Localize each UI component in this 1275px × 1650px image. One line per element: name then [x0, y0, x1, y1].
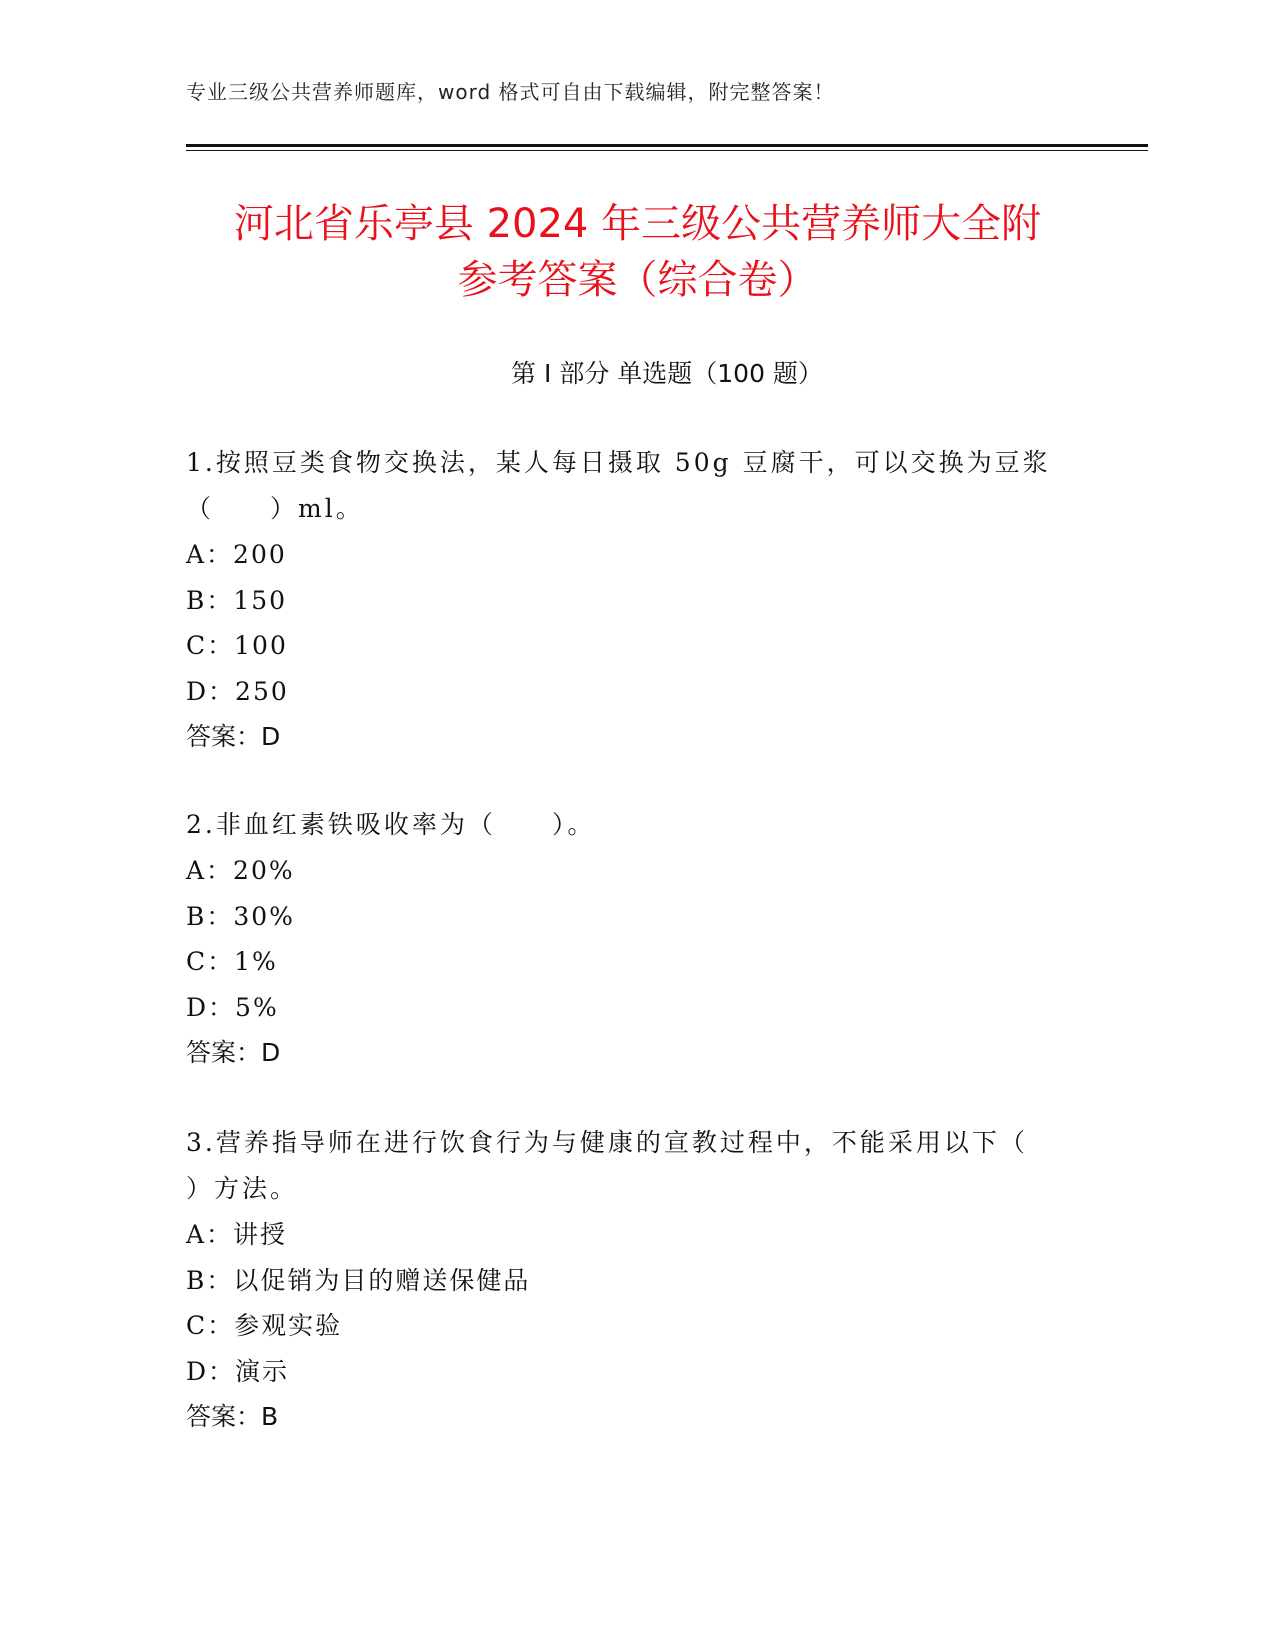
question-2-stem [186, 802, 1066, 848]
question-1-option-c: C：100 [186, 631, 288, 660]
question-1-answer: 答案：D [186, 722, 281, 751]
question-1-stem [186, 440, 1066, 532]
question-3-answer: 答案：B [186, 1402, 279, 1431]
question-2-answer: 答案：D [186, 1038, 281, 1067]
question-1 [186, 440, 1066, 759]
header-note: 专业三级公共营养师题库，word 格式可自由下载编辑，附完整答案！ [186, 80, 835, 104]
document-title-line-2: 参考答案（综合卷） [457, 257, 818, 303]
header-rule-thin [186, 150, 1148, 151]
question-3-option-b: B：以促销为目的赠送保健品 [186, 1265, 531, 1295]
question-2-option-a: A：20% [186, 856, 295, 885]
question-2-option-c: C：1% [186, 947, 278, 976]
document-title-line-1: 河北省乐亭县 2024 年三级公共营养师大全附 [233, 201, 1042, 247]
question-3-option-d: D：演示 [186, 1356, 290, 1386]
question-1-stem-line-1: 1.按照豆类食物交换法，某人每日摄取 50g 豆腐干，可以交换为豆浆 [186, 448, 1051, 477]
question-2-option-b: B：30% [186, 901, 295, 931]
question-3-stem-line-1: 3.营养指导师在进行饮食行为与健康的宣教过程中，不能采用以下（ [186, 1128, 1028, 1157]
question-1-option-a: A：200 [186, 540, 287, 569]
question-3-stem [186, 1120, 1066, 1212]
question-3-option-c: C：参观实验 [186, 1311, 343, 1340]
header-rule-thick [186, 144, 1148, 147]
question-2-stem-line-1: 2.非血红素铁吸收率为（ ）。 [186, 810, 596, 839]
question-3-stem-line-2: ）方法。 [186, 1174, 299, 1203]
question-2-option-d: D：5% [186, 992, 279, 1022]
question-1-option-b: B：150 [186, 585, 288, 615]
question-3 [186, 1120, 1066, 1439]
question-1-stem-line-2: （ ）ml。 [186, 494, 364, 523]
question-1-option-d: D：250 [186, 676, 289, 706]
document-title [150, 196, 1125, 308]
question-2 [186, 802, 1066, 1075]
question-3-option-a: A：讲授 [186, 1220, 288, 1249]
section-title: 第 I 部分 单选题（100 题） [511, 359, 823, 388]
